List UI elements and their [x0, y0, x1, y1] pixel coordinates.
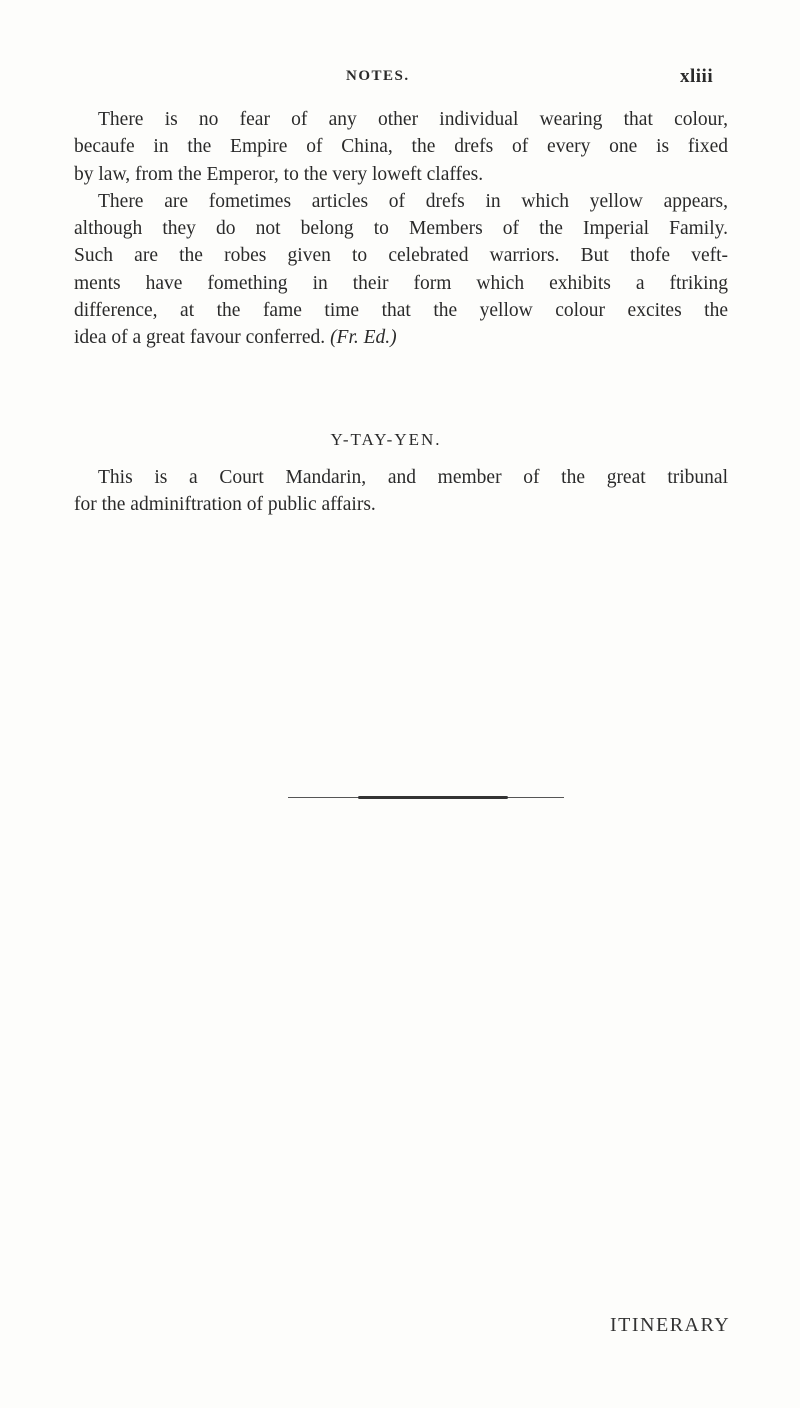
text-line: becaufe in the Empire of China, the drefs of every one is fixed: [74, 136, 728, 158]
text-line: This is a Court Mandarin, and member of the great tribunal: [98, 467, 728, 488]
text-line: for the adminiftration of public affairs.: [74, 494, 376, 516]
divider-thick-line: [358, 796, 508, 799]
running-title: NOTES.: [346, 68, 410, 84]
page-number: xliii: [680, 66, 714, 87]
notes-body: [74, 106, 728, 352]
running-head: [0, 66, 800, 96]
text-line: There are fometimes articles of drefs in which yellow appears,: [98, 190, 728, 212]
text-line: Such are the robes given to celebrated warriors. But thofe veft-: [74, 245, 728, 267]
text-line: ments have fomething in their form which exhibits a ftriking: [74, 272, 728, 294]
section-body: [74, 464, 728, 519]
editor-citation: (Fr. Ed.): [330, 327, 397, 349]
section-heading: Y-TAY-YEN.: [330, 430, 442, 449]
text-line: difference, at the fame time that the yellow colour excites the: [74, 300, 728, 322]
text-line-with-citation: [74, 324, 728, 351]
section-divider-rule: [288, 796, 564, 799]
text-line: by law, from the Emperor, to the very loweft claffes.: [74, 163, 484, 185]
catchword: ITINERARY: [610, 1314, 731, 1336]
text-line: although they do not belong to Members of the Imperial Family.: [74, 218, 728, 240]
text-line: There is no fear of any other individual wearing that colour,: [98, 109, 728, 130]
text-line: idea of a great favour conferred.: [74, 327, 326, 349]
